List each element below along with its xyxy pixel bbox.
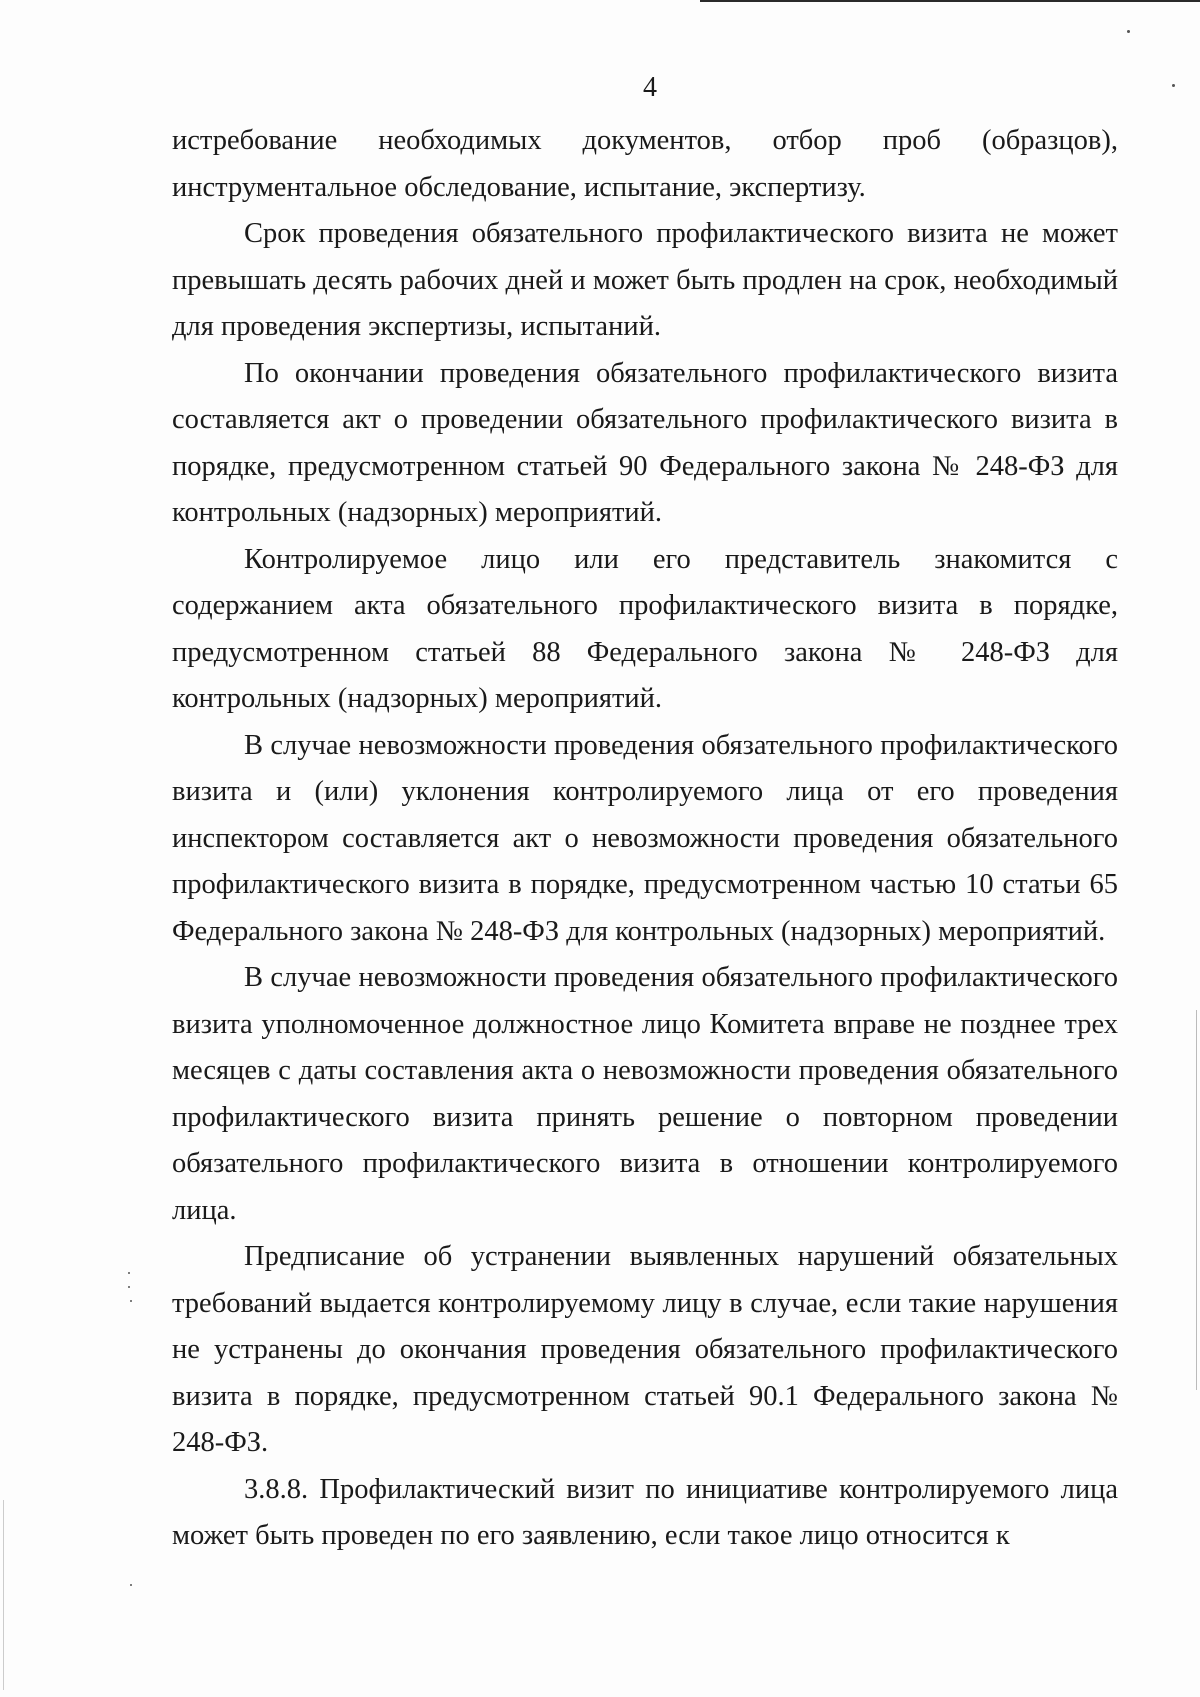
paragraph: По окончании проведения обязательного профилактического визита составляется акт о проведении обязательного профилактического визита в порядке, предусмотренном статьей 90 Федерального закона № 248-ФЗ для контрольных (надзорных) мероприятий. [172, 357, 1118, 528]
scan-speck [1172, 84, 1175, 87]
paragraph-continuation: истребование необходимых документов, отбор проб (образцов), инструментальное обследование, испытание, экспертизу. [172, 125, 1118, 203]
paragraph-section-3-8-8: 3.8.8. Профилактический визит по инициативе контролируемого лица может быть проведен по его заявлению, если такое лицо относится к [172, 1473, 1118, 1551]
scan-edge-line [3, 1500, 4, 1690]
paragraph: В случае невозможности проведения обязательного профилактического визита уполномоченное должностное лицо Комитета вправе не позднее трех месяцев с даты составления акта о невозможности проведения обязательного профилактического визита принять решение о повторном проведении обязательного профилактического визита в отношении контролируемого лица. [172, 962, 1118, 1226]
scan-speck [1127, 30, 1130, 33]
scan-edge-line [1196, 1010, 1197, 1390]
scan-speck [128, 1286, 130, 1288]
page-number: 4 [643, 72, 657, 103]
paragraph: Предписание об устранении выявленных нарушений обязательных требований выдается контролируемому лицу в случае, если такие нарушения не устранены до окончания проведения обязательного профилактического визита в порядке, предусмотренном статьей 90.1 Федерального закона № 248-ФЗ. [172, 1241, 1118, 1458]
paragraph: В случае невозможности проведения обязательного профилактического визита и (или) уклонения контролируемого лица от его проведения инспектором составляется акт о невозможности проведения обязательного профилактического визита в порядке, предусмотренном частью 10 статьи 65 Федерального закона № 248-ФЗ для контрольных (надзорных) мероприятий. [172, 729, 1118, 947]
scan-speck [128, 1272, 130, 1274]
document-body [172, 118, 1118, 1560]
paragraph: Контролируемое лицо или его представитель знакомится с содержанием акта обязательного профилактического визита в порядке, предусмотренном статьей 88 Федерального закона № 248-ФЗ для контрольных (надзорных) мероприятий. [172, 543, 1118, 714]
paragraph: Срок проведения обязательного профилактического визита не может превышать десять рабочих дней и может быть продлен на срок, необходимый для проведения экспертизы, испытаний. [172, 218, 1118, 342]
scan-speck [130, 1300, 132, 1302]
scan-speck [130, 1584, 132, 1586]
top-border-line [700, 0, 1200, 2]
